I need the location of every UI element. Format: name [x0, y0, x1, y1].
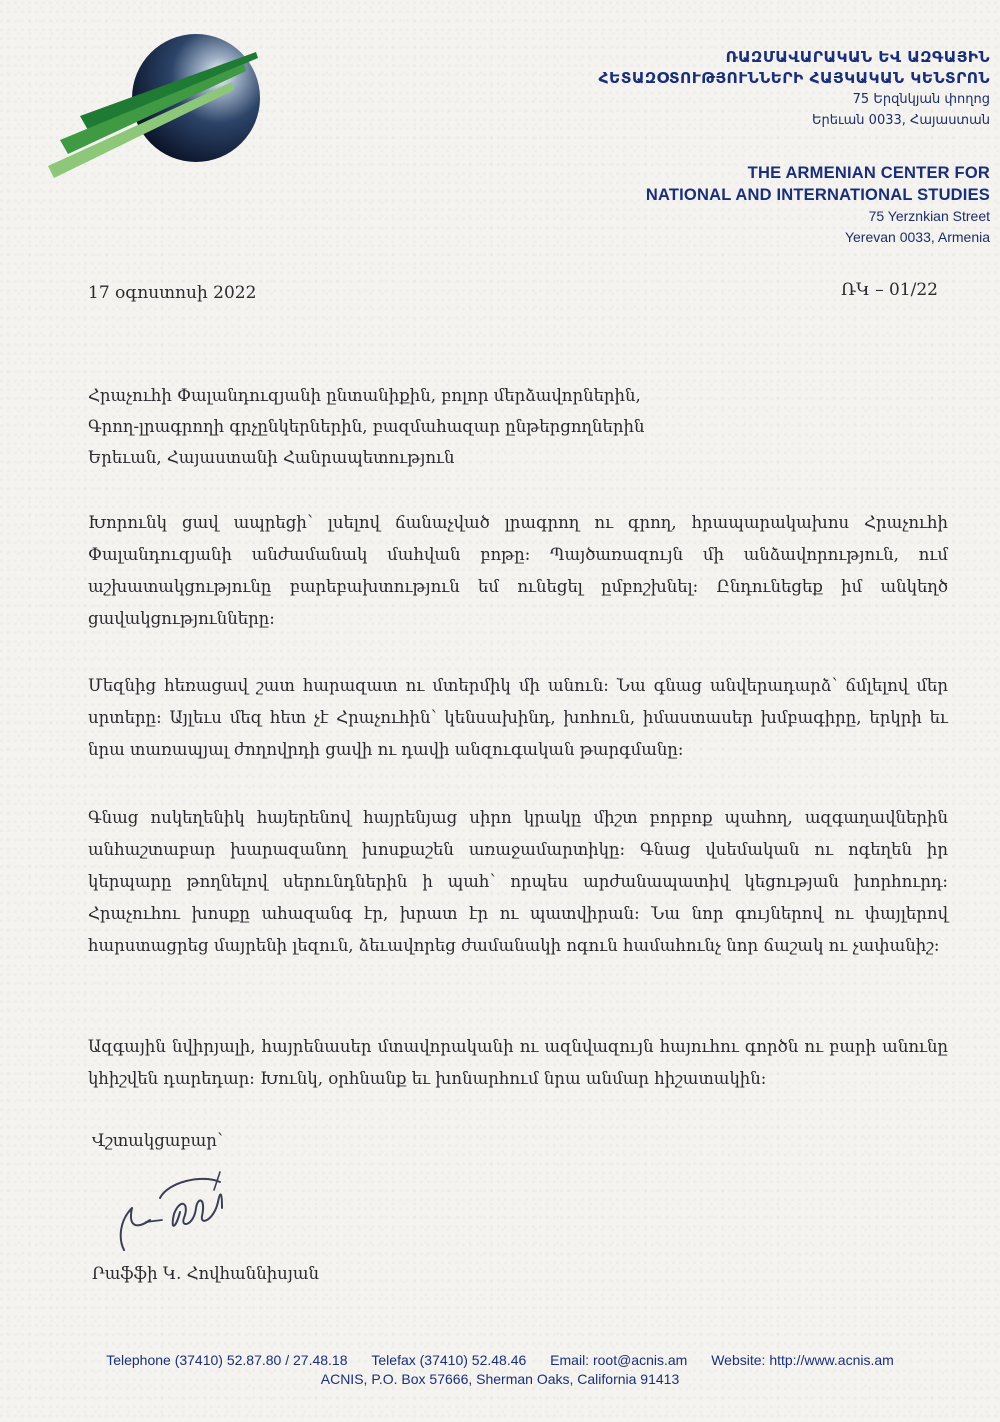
- handwritten-signature: [110, 1168, 250, 1258]
- armenian-org-name-line2: ՀԵՏԱԶՕՏՈՒԹՅՈՒՆՆԵՐԻ ՀԱՅԿԱԿԱՆ ԿԵՆՏՐՈՆ: [598, 69, 990, 87]
- armenian-org-name-line1: ՌԱԶՄԱՎԱՐԱԿԱՆ ԵՎ ԱԶԳԱՅԻՆ: [725, 48, 990, 66]
- closing-salutation: Վշտակցաբար՝: [92, 1131, 223, 1150]
- body-paragraph-3: Գնաց ոսկեղենիկ հայերենով հայրենյաց սիրո կրակը միշտ բորբոք պահող, ազգաղավներին անհաշտաբար խարազանող խոսքաշեն առաջամարտիկը: Գնաց վսեմական ու ոգեղեն իր կերպարը թողնելով սերունդներին ի պահ՝ որպես արժանապատիվ կեցության խորհուրդ: Հրաչուհու խոսքը ահազանգ էր, խրատ էր ու պատվիրան: Նա նոր գույներով ու փայլերով հարստացրեց մայրենի լեզուն, ձեւավորեց ժամանակի ոգուն համահունչ նոր ճաշակ ու չափանիշ:: [88, 808, 948, 955]
- letter-date: 17 օգոստոսի 2022: [88, 283, 257, 303]
- footer-telephone: Telephone (37410) 52.87.80 / 27.48.18: [106, 1352, 348, 1368]
- recipient-line: Գրող-լրագրողի գրչընկերներին, բազմահազար ընթերցողներին: [88, 417, 645, 436]
- english-org-name-line2: NATIONAL AND INTERNATIONAL STUDIES: [645, 186, 990, 204]
- english-city: Yerevan 0033, Armenia: [844, 229, 990, 245]
- body-paragraph-1: Խորունկ ցավ ապրեցի՝ լսելով ճանաչված լրագրող ու գրող, հրապարակախոս Հրաչուհի Փալանդուզյանի անժամանակ մահվան բոթը: Պայծառազույն մի անձավորություն, ում աշխատակցությունը բարեբախտություն եմ ունեցել ըմբոշխնել: Ընդունեցեք իմ անկեղծ ցավակցությունները:: [88, 513, 948, 628]
- english-street: 75 Yerznkian Street: [868, 208, 990, 224]
- footer-email: Email: root@acnis.am: [550, 1352, 688, 1368]
- footer-address: ACNIS, P.O. Box 57666, Sherman Oaks, California 91413: [320, 1371, 680, 1387]
- armenian-letterhead: [599, 47, 990, 131]
- armenian-street: 75 Երզնկյան փողոց: [852, 92, 990, 107]
- letter-reference: ՌԿ – 01/22: [841, 280, 938, 300]
- body-paragraph-4: Ազգային նվիրյալի, հայրենասեր մտավորականի ու ազնվազույն հայուհու գործն ու բարի անունը կհիշվեն դարեդար: Խունկ, օրհնանք եւ խոնարհում նրա անմար հիշատակին:: [88, 1037, 948, 1088]
- footer-website-link[interactable]: Website: http://www.acnis.am: [711, 1352, 894, 1368]
- footer-telefax: Telefax (37410) 52.48.46: [371, 1352, 527, 1368]
- english-letterhead: [646, 162, 990, 248]
- acnis-logo: [44, 30, 274, 180]
- recipient-line: Երեւան, Հայաստանի Հանրապետություն: [88, 448, 455, 467]
- english-org-name-line1: THE ARMENIAN CENTER FOR: [747, 164, 990, 182]
- armenian-city: Երեւան 0033, Հայաստան: [812, 113, 990, 128]
- footer-contacts: [0, 1352, 1000, 1368]
- signer-name: Րաֆֆի Կ. Հովհաննիսյան: [92, 1264, 320, 1283]
- recipient-block: [88, 380, 644, 473]
- recipient-line: Հրաչուհի Փալանդուզյանի ընտանիքին, բոլոր մերձավորներին,: [88, 386, 641, 405]
- body-paragraph-2: Մեզնից հեռացավ շատ հարազատ ու մտերմիկ մի անուն: Նա գնաց անվերադարձ՝ ճմլելով մեր սրտերը: Այլեւս մեզ հետ չէ Հրաչուհին՝ կենսախինդ, խոհուն, իմաստասեր խմբագիրը, երկրի եւ նրա տառապյալ ժողովրդի ցավի ու դավի անզուգական թարգմանը:: [88, 676, 948, 759]
